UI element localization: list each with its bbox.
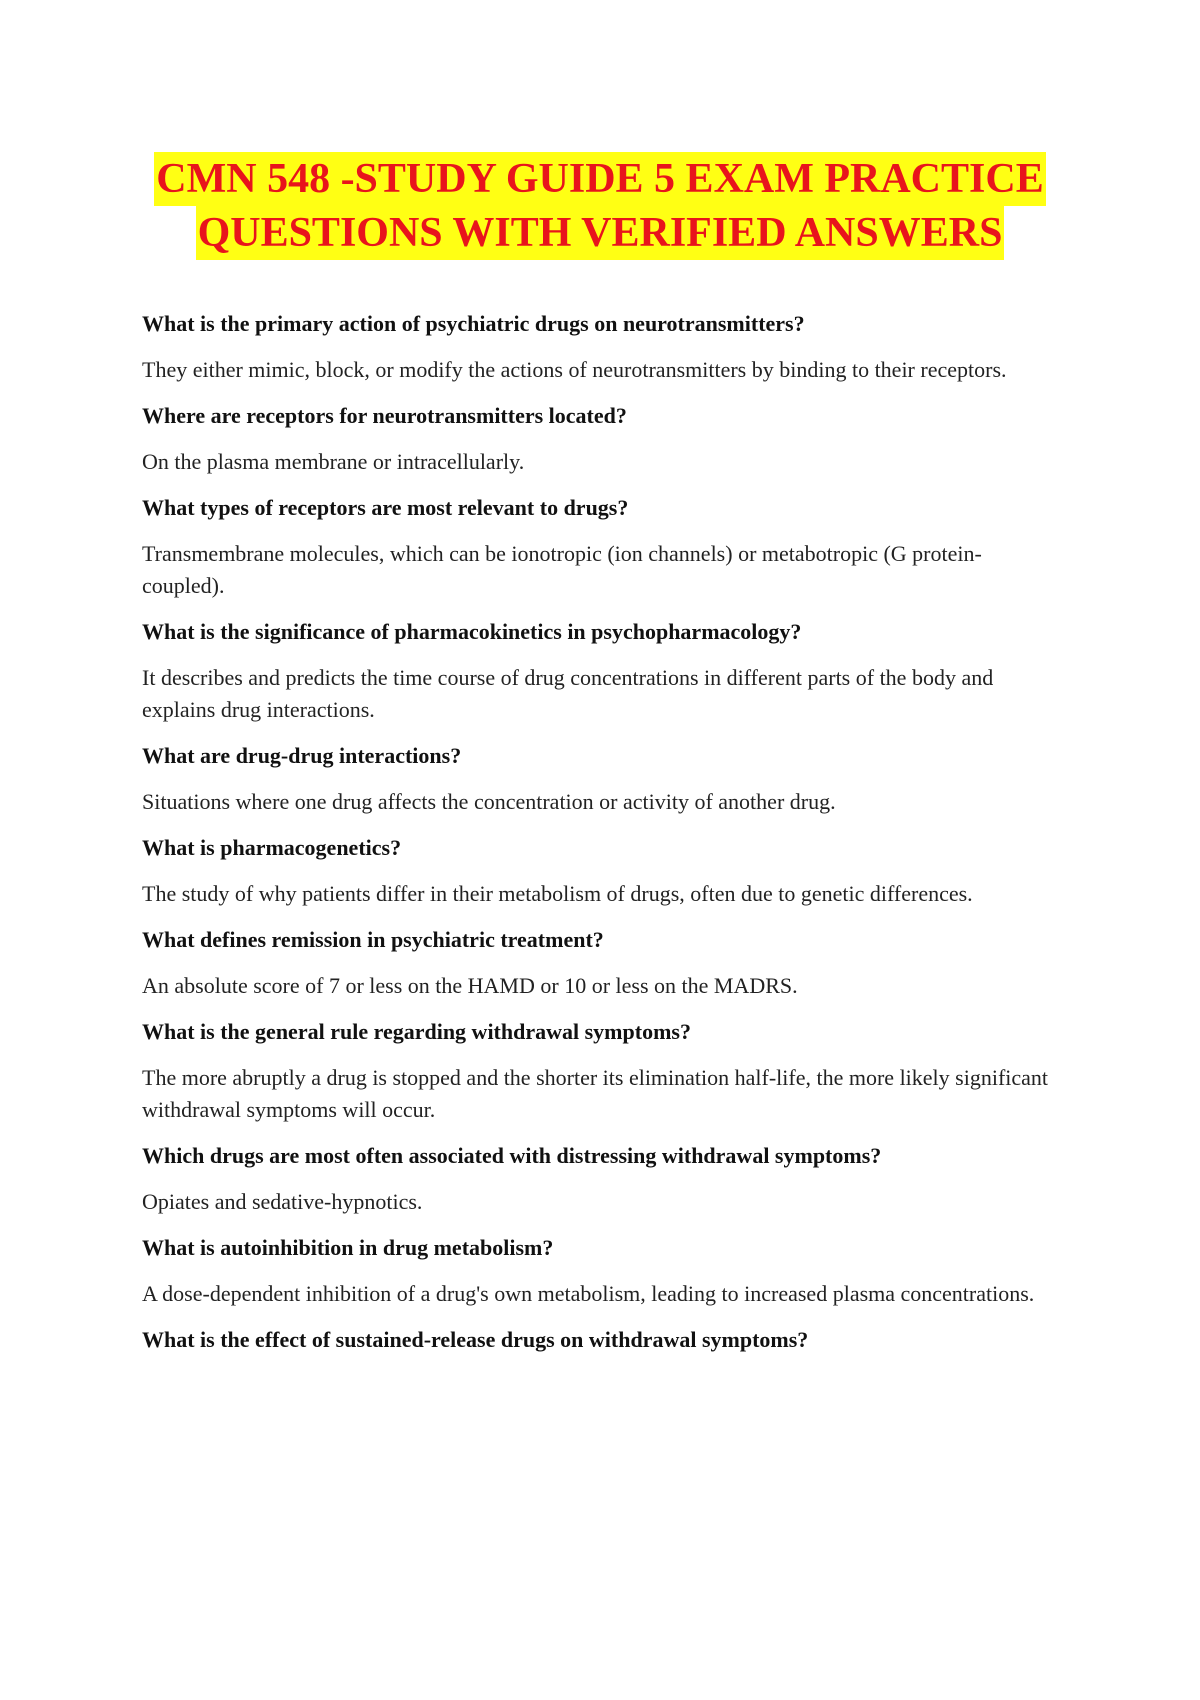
qa-item-1 — [142, 308, 1062, 386]
title-line-2: QUESTIONS WITH VERIFIED ANSWERS — [196, 206, 1005, 260]
answer: Situations where one drug affects the concentration or activity of another drug. — [142, 789, 836, 814]
qa-item-9 — [142, 1140, 1062, 1218]
question: What defines remission in psychiatric treatment? — [142, 927, 604, 952]
question: Which drugs are most often associated with distressing withdrawal symptoms? — [142, 1143, 882, 1168]
answer: The more abruptly a drug is stopped and the shorter its elimination half-life, the more likely significant withdrawal symptoms will occur. — [142, 1065, 1049, 1122]
answer: They either mimic, block, or modify the actions of neurotransmitters by binding to their receptors. — [142, 357, 1007, 382]
answer: Opiates and sedative-hypnotics. — [142, 1189, 423, 1214]
question: What types of receptors are most relevant to drugs? — [142, 495, 629, 520]
document-title — [0, 152, 1200, 260]
qa-item-3 — [142, 492, 1062, 602]
answer: The study of why patients differ in their metabolism of drugs, often due to genetic differences. — [142, 881, 973, 906]
question: What is the significance of pharmacokinetics in psychopharmacology? — [142, 619, 802, 644]
qa-item-11 — [142, 1324, 1062, 1356]
answer: A dose-dependent inhibition of a drug's own metabolism, leading to increased plasma concentrations. — [142, 1281, 1035, 1306]
question: What is the effect of sustained-release drugs on withdrawal symptoms? — [142, 1327, 809, 1352]
answer: On the plasma membrane or intracellularly. — [142, 449, 525, 474]
qa-item-5 — [142, 740, 1062, 818]
qa-item-8 — [142, 1016, 1062, 1126]
question: What is autoinhibition in drug metabolism? — [142, 1235, 554, 1260]
qa-list — [142, 308, 1062, 1370]
answer: It describes and predicts the time course of drug concentrations in different parts of the body and explains drug interactions. — [142, 665, 994, 722]
question: What is the general rule regarding withdrawal symptoms? — [142, 1019, 691, 1044]
question: What is pharmacogenetics? — [142, 835, 402, 860]
qa-item-7 — [142, 924, 1062, 1002]
answer: An absolute score of 7 or less on the HAMD or 10 or less on the MADRS. — [142, 973, 798, 998]
qa-item-10 — [142, 1232, 1062, 1310]
title-line-1: CMN 548 -STUDY GUIDE 5 EXAM PRACTICE — [154, 152, 1045, 206]
qa-item-2 — [142, 400, 1062, 478]
question: What are drug-drug interactions? — [142, 743, 462, 768]
qa-item-6 — [142, 832, 1062, 910]
question: Where are receptors for neurotransmitters located? — [142, 403, 627, 428]
question: What is the primary action of psychiatric drugs on neurotransmitters? — [142, 311, 805, 336]
answer: Transmembrane molecules, which can be ionotropic (ion channels) or metabotropic (G protein-coupled). — [142, 541, 982, 598]
qa-item-4 — [142, 616, 1062, 726]
